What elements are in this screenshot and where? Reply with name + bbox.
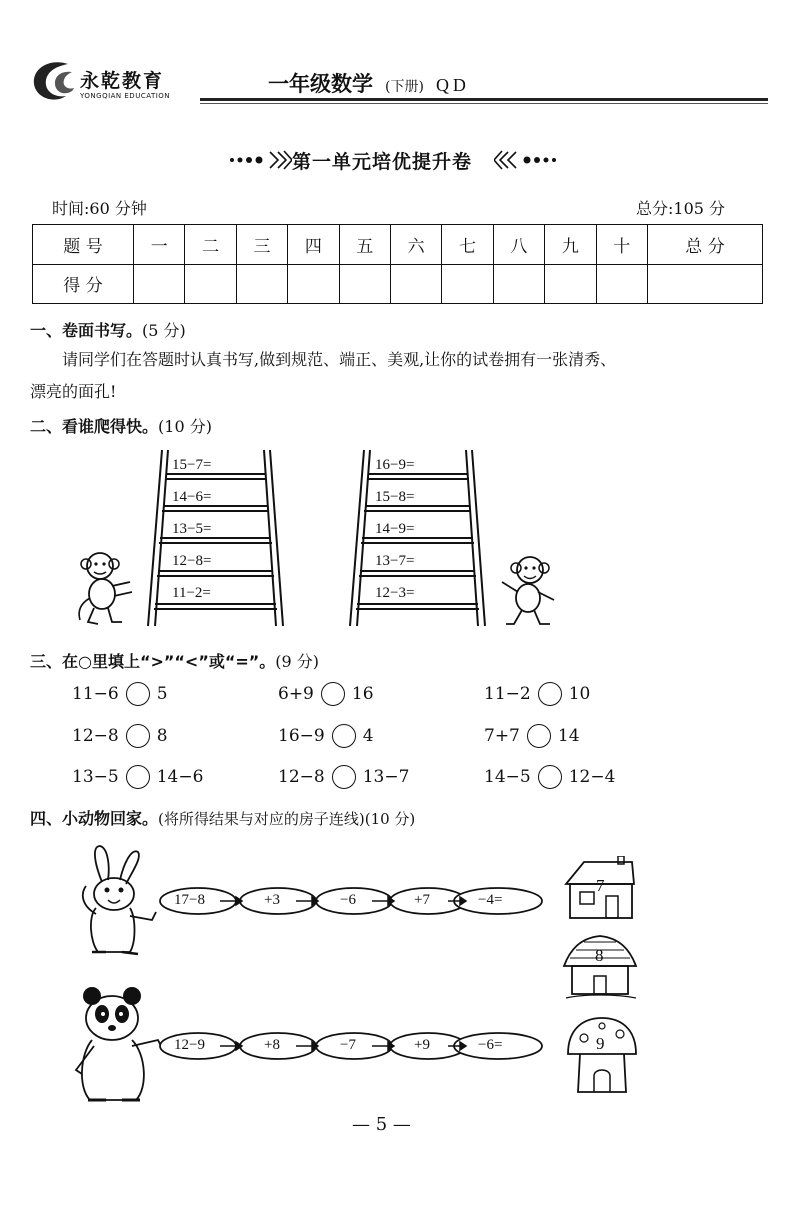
table-header-cell: 十	[596, 225, 647, 265]
compare-left: 7+7	[484, 726, 520, 746]
logo-swirl-icon	[28, 58, 78, 104]
score-input-cell[interactable]	[134, 264, 185, 304]
section2-points: (10 分)	[158, 417, 212, 436]
chain2-step: −6=	[478, 1037, 503, 1053]
ladder-right-step: 15−8=	[375, 489, 415, 505]
house-9-mushroom-icon[interactable]	[564, 1014, 640, 1096]
volume-label: (下册)	[385, 79, 424, 95]
section3-title: 三、在○里填上“>”“<”或“=”。	[30, 652, 276, 671]
chain1-step: +7	[414, 892, 430, 908]
subject-title: 一年级数学	[268, 72, 373, 96]
house-7-label: 7	[596, 876, 605, 895]
compare-left: 11−2	[484, 684, 531, 704]
score-input-cell[interactable]	[596, 264, 647, 304]
table-header-cell: 五	[339, 225, 390, 265]
ladder-left-step: 12−8=	[172, 553, 212, 569]
score-table	[32, 224, 763, 304]
answer-circle[interactable]	[332, 765, 356, 789]
section1-title: 一、卷面书写。	[30, 321, 143, 340]
chain2-step: 12−9	[174, 1037, 205, 1053]
compare-item	[278, 682, 374, 706]
compare-left: 16−9	[278, 726, 325, 746]
ladder-right-step: 13−7=	[375, 553, 415, 569]
ladder-left-step: 11−2=	[172, 585, 211, 601]
answer-circle[interactable]	[126, 724, 150, 748]
compare-item	[484, 765, 615, 789]
compare-right: 5	[156, 684, 168, 704]
score-input-cell[interactable]	[339, 264, 390, 304]
section2-heading	[30, 414, 212, 437]
compare-left: 14−5	[484, 767, 531, 787]
compare-right: 14	[557, 726, 580, 746]
compare-left: 11−6	[72, 684, 119, 704]
compare-left: 12−8	[278, 767, 325, 787]
header-rule	[200, 98, 768, 101]
compare-item	[278, 765, 409, 789]
ladder-left-step: 14−6=	[172, 489, 212, 505]
ladder-right-step: 12−3=	[375, 585, 415, 601]
compare-right: 4	[362, 726, 374, 746]
answer-circle[interactable]	[527, 724, 551, 748]
table-header-cell: 三	[236, 225, 287, 265]
house-8-label: 8	[595, 946, 604, 965]
section1-line2: 漂亮的面孔!	[30, 382, 117, 401]
chain2-step: +8	[264, 1037, 280, 1053]
banner-ornament-left-icon	[228, 150, 292, 170]
time-limit: 时间:60 分钟	[52, 199, 147, 218]
answer-circle[interactable]	[538, 682, 562, 706]
answer-circle[interactable]	[332, 724, 356, 748]
table-header-cell: 九	[545, 225, 596, 265]
ladder-left-step: 13−5=	[172, 521, 212, 537]
table-header-cell: 四	[288, 225, 339, 265]
unit-banner	[228, 144, 558, 176]
table-header-cell: 六	[390, 225, 441, 265]
banner-ornament-right-icon	[494, 150, 558, 170]
score-input-cell[interactable]	[545, 264, 596, 304]
section1-heading	[30, 318, 186, 341]
answer-circle[interactable]	[126, 682, 150, 706]
compare-right: 8	[156, 726, 168, 746]
compare-left: 12−8	[72, 726, 119, 746]
compare-item	[278, 724, 374, 748]
compare-right: 14−6	[156, 767, 204, 787]
chain2-step: +9	[414, 1037, 430, 1053]
compare-right: 12−4	[568, 767, 616, 787]
house-9-label: 9	[596, 1034, 605, 1053]
score-input-cell[interactable]	[648, 264, 763, 304]
section3-points: (9 分)	[275, 652, 320, 671]
logo-subtitle: YONGQIAN EDUCATION	[80, 92, 171, 100]
table-header-cell: 八	[493, 225, 544, 265]
score-input-cell[interactable]	[236, 264, 287, 304]
compare-item	[72, 765, 203, 789]
answer-circle[interactable]	[538, 765, 562, 789]
banner-title: 第一单元培优提升卷	[292, 151, 473, 173]
header-rule-thin	[200, 103, 768, 104]
score-input-cell[interactable]	[288, 264, 339, 304]
section4-heading	[30, 806, 415, 829]
chain1-step: −6	[340, 892, 356, 908]
page-number: — 5 —	[352, 1114, 411, 1135]
table-row	[33, 264, 763, 304]
score-input-cell[interactable]	[185, 264, 236, 304]
page-header	[0, 0, 800, 120]
section4-note: (将所得结果与对应的房子连线)(10 分)	[158, 810, 416, 828]
monkey-left-icon	[72, 548, 138, 628]
section2-title: 二、看谁爬得快。	[30, 417, 159, 436]
compare-right: 10	[568, 684, 591, 704]
score-label-cell: 得 分	[33, 264, 134, 304]
score-input-cell[interactable]	[390, 264, 441, 304]
section1-line1: 请同学们在答题时认真书写,做到规范、端正、美观,让你的试卷拥有一张清秀、	[62, 350, 617, 369]
score-input-cell[interactable]	[493, 264, 544, 304]
table-row	[33, 225, 763, 265]
ladder-left-step: 15−7=	[172, 457, 212, 473]
section4-title: 四、小动物回家。	[30, 809, 159, 828]
ladder-right-step: 16−9=	[375, 457, 415, 473]
score-input-cell[interactable]	[442, 264, 493, 304]
answer-circle[interactable]	[321, 682, 345, 706]
chain1-step: 17−8	[174, 892, 205, 908]
chain1-step: +3	[264, 892, 280, 908]
compare-left: 6+9	[278, 684, 314, 704]
compare-right: 13−7	[362, 767, 410, 787]
ladder-right-step: 14−9=	[375, 521, 415, 537]
answer-circle[interactable]	[126, 765, 150, 789]
compare-item	[484, 724, 580, 748]
compare-item	[484, 682, 590, 706]
compare-right: 16	[351, 684, 374, 704]
table-header-cell: 一	[134, 225, 185, 265]
table-header-cell: 总 分	[648, 225, 763, 265]
ladder-right	[348, 448, 488, 628]
section3-heading	[30, 649, 319, 672]
chain1-step: −4=	[478, 892, 503, 908]
edition-code: QD	[435, 75, 470, 95]
table-header-cell: 题 号	[33, 225, 134, 265]
header-title-group	[268, 68, 470, 98]
house-8-icon[interactable]	[560, 932, 640, 1002]
table-header-cell: 七	[442, 225, 493, 265]
logo-text: 永乾教育	[80, 70, 165, 92]
compare-item	[72, 724, 168, 748]
section1-points: (5 分)	[142, 321, 186, 340]
monkey-right-icon	[494, 552, 560, 630]
table-header-cell: 二	[185, 225, 236, 265]
compare-item	[72, 682, 168, 706]
total-score: 总分:105 分	[636, 199, 726, 218]
ladder-left	[146, 448, 286, 628]
rabbit-icon	[72, 842, 162, 962]
chain2-step: −7	[340, 1037, 356, 1053]
panda-icon	[70, 984, 166, 1106]
compare-left: 13−5	[72, 767, 119, 787]
